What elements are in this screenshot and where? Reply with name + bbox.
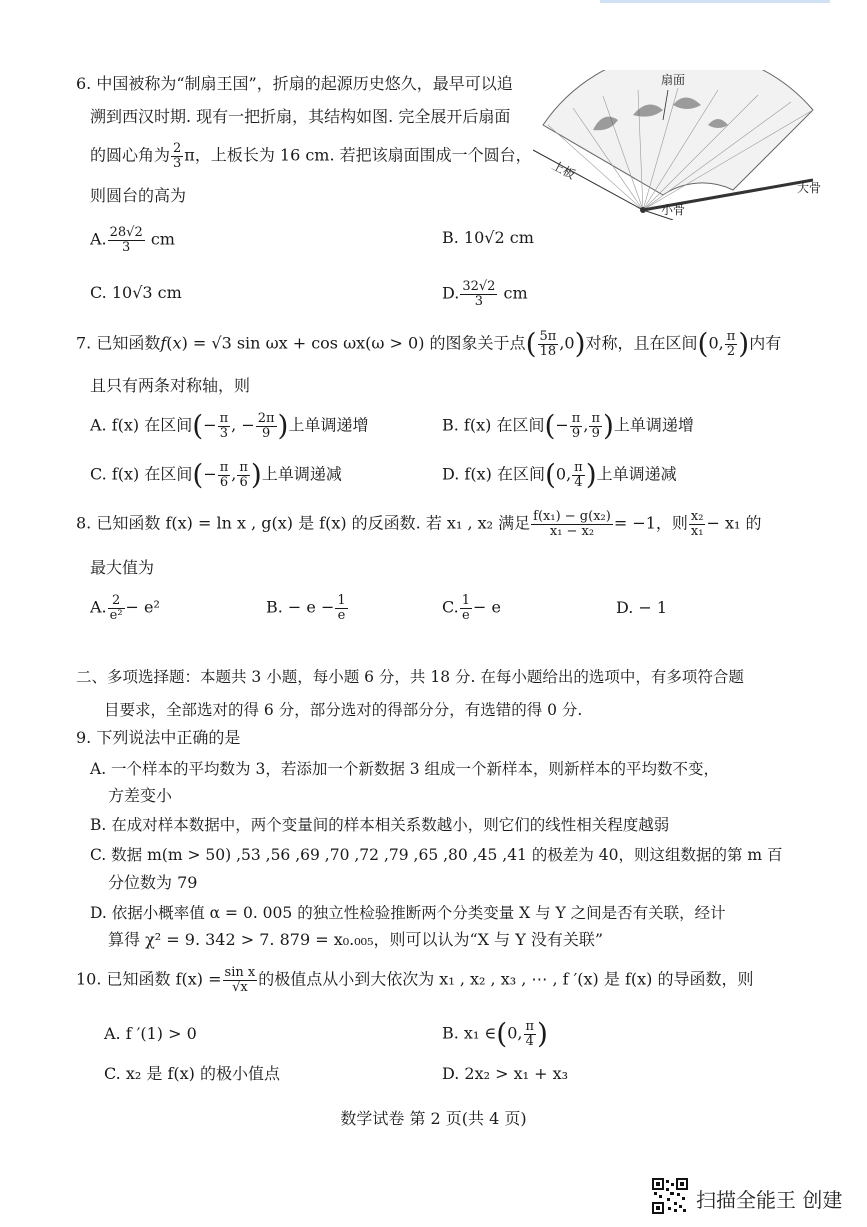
q6-line3-a: 的圆心角为 bbox=[90, 145, 171, 165]
q8-c-tail: − e bbox=[473, 597, 502, 617]
q8-r-den: x₁ bbox=[690, 523, 704, 539]
q6-line4: 则圆台的高为 bbox=[90, 186, 187, 205]
q7-iv-num: π bbox=[726, 329, 736, 344]
q7-p1: 7. 已知函数 bbox=[76, 333, 161, 353]
q7-d-b-num: π bbox=[574, 460, 583, 475]
fan-label-top: 扇面 bbox=[661, 73, 686, 87]
q8-frac-num: f(x₁) − g(x₂) bbox=[533, 509, 611, 524]
q10-p1: 10. 已知函数 f(x) = bbox=[76, 969, 222, 989]
q8-b-den: e bbox=[337, 607, 346, 623]
q7-b-post: 上单调递增 bbox=[613, 415, 694, 435]
q9-option-d-line2: 算得 χ² = 9. 342 > 7. 879 = x₀.₀₀₅，则可以认为“X 与 Y 没有关联” bbox=[108, 930, 604, 949]
q7-d-a: 0, bbox=[555, 464, 572, 484]
q10-fraction bbox=[223, 966, 258, 994]
q10-option-b: B. x₁ ∈(0, $\frac{\pi}{4}$ ) bbox=[442, 1017, 548, 1051]
q8-option-d: D. − 1 bbox=[616, 598, 668, 617]
q8-a-label: A. bbox=[90, 597, 107, 617]
q7-c-post: 上单调递减 bbox=[261, 464, 342, 484]
q10-b-num: π bbox=[525, 1019, 535, 1034]
q7-p4: ωx + cos ωx(ω > 0) 的图象关于点 bbox=[265, 333, 526, 353]
q6-a-label: A. bbox=[90, 229, 107, 249]
q6-line2: 溯到西汉时期. 现有一把折扇，其结构如图. 完全展开后扇面 bbox=[90, 107, 511, 126]
q7-p2: ( bbox=[166, 333, 173, 353]
q10-option-a: A. f ′(1) > 0 bbox=[104, 1024, 197, 1043]
q10-den: √x bbox=[232, 979, 248, 995]
q6-line3-b: π，上板长为 16 cm. 若把该扇面围成一个圆台， bbox=[184, 145, 532, 165]
section2-line2: 目要求，全部选对的得 6 分，部分选对的得部分分，有选错的得 0 分. bbox=[104, 701, 583, 719]
q6-a-unit: cm bbox=[150, 229, 175, 249]
q7-b-b-den: 9 bbox=[591, 425, 600, 441]
q7-b-a-num: π bbox=[571, 411, 581, 426]
q8-c-num: 1 bbox=[461, 593, 471, 608]
q8-b-label: B. − e − bbox=[266, 597, 335, 617]
fan-label-left: 上板 bbox=[549, 158, 578, 182]
q9-option-c-line2: 分位数为 79 bbox=[108, 873, 198, 892]
q9-option-d-line1: D. 依据小概率值 α = 0. 005 的独立性检验推断两个分类变量 X 与 Y 之间是否有关联，经计 bbox=[90, 904, 726, 922]
q8-b-num: 1 bbox=[337, 593, 346, 608]
q7-d-b-den: 4 bbox=[574, 474, 583, 490]
q8-line2: 最大值为 bbox=[90, 558, 155, 577]
q8-c-label: C. bbox=[442, 597, 459, 617]
q7-a-a-den: 3 bbox=[219, 425, 228, 441]
q7-a-pre: A. f(x) 在区间 bbox=[90, 415, 193, 435]
q7-pt-den: 18 bbox=[539, 343, 557, 359]
q6-option-c: C. 10√3 cm bbox=[90, 283, 182, 302]
q7-pt-num: 5π bbox=[539, 329, 557, 344]
q8-a-tail: − e² bbox=[125, 597, 160, 617]
q6-option-b: B. 10√2 cm bbox=[442, 228, 534, 247]
q7-b-pre: B. f(x) 在区间 bbox=[442, 415, 545, 435]
q6-d-fraction bbox=[460, 280, 497, 308]
q7-p6: 内有 bbox=[749, 333, 782, 353]
q7-f: f bbox=[160, 333, 167, 353]
q6-option-d bbox=[442, 280, 528, 308]
q9-option-a-line1: A. 一个样本的平均数为 3，若添加一个新数据 3 组成一个新样本，则新样本的平均数不变， bbox=[90, 760, 720, 778]
camscanner-watermark: 扫描全能王 创建 bbox=[696, 1188, 843, 1212]
q8-a-num: 2 bbox=[108, 594, 125, 609]
q10-num: sin x bbox=[224, 965, 256, 980]
q10-b-pre: B. x₁ ∈ bbox=[442, 1023, 497, 1043]
q6-line1: 6. 中国被称为“制扇王国”，折扇的起源历史悠久，最早可以追 bbox=[76, 74, 513, 93]
q7-c-b-num: π bbox=[239, 460, 248, 475]
q7-line1: 7. 已知函数f(x) = √3 sin ωx + cos ωx(ω > 0) 的图象关于点( $\frac{5\pi}{18}$ ,0)对称，且在区间(0, $\frac{\pi}{2}$ )内有 bbox=[76, 327, 782, 361]
q7-option-d: D. f(x) 在区间(0, $\frac{\pi}{4}$ )上单调递减 bbox=[442, 458, 677, 492]
q9-option-c-line1: C. 数据 m(m > 50) ,53 ,56 ,69 ,70 ,72 ,79 ,65 ,80 ,45 ,41 的极差为 40，则这组数据的第 m 百 bbox=[90, 846, 783, 864]
q6-a-den: 3 bbox=[122, 239, 131, 255]
q6-d-num: 32√2 bbox=[462, 279, 496, 294]
q8-line1 bbox=[76, 510, 762, 538]
q7-option-b: B. f(x) 在区间(− $\frac{\pi}{9}$ , $\frac{\pi}{9}$ )上单调递增 bbox=[442, 409, 694, 443]
page-footer: 数学试卷 第 2 页(共 4 页) bbox=[340, 1109, 527, 1128]
q7-a-b-den: 9 bbox=[261, 425, 271, 441]
q7-x: x bbox=[172, 333, 182, 353]
q6-d-label: D. bbox=[442, 283, 460, 303]
q8-frac-den: x₁ − x₂ bbox=[549, 523, 595, 539]
q6-angle-fraction bbox=[171, 142, 183, 170]
fan-label-right: 大骨 bbox=[797, 181, 822, 195]
q7-d-pre: D. f(x) 在区间 bbox=[442, 464, 545, 484]
q7-option-c: C. f(x) 在区间(− $\frac{\pi}{6}$ , $\frac{\pi}{6}$ )上单调递减 bbox=[90, 458, 342, 492]
q7-d-post: 上单调递减 bbox=[596, 464, 677, 484]
q7-p5: 对称，且在区间 bbox=[585, 333, 698, 353]
q7-iv-head: 0, bbox=[708, 333, 724, 353]
q8-r-num: x₂ bbox=[690, 509, 704, 524]
q7-c-pre: C. f(x) 在区间 bbox=[90, 464, 193, 484]
q6-option-a bbox=[90, 226, 175, 254]
q7-p3: ) = √3 sin bbox=[181, 333, 266, 353]
q8-option-b bbox=[266, 594, 349, 622]
q6-d-unit: cm bbox=[503, 283, 528, 303]
q7-iv-den: 2 bbox=[726, 343, 736, 359]
q8-option-a bbox=[90, 594, 160, 622]
q10-b-a: 0, bbox=[507, 1023, 523, 1043]
q9-option-b: B. 在成对样本数据中，两个变量间的样本相关系数越小，则它们的线性相关程度越弱 bbox=[90, 816, 670, 834]
fan-label-bottom: 小骨 bbox=[661, 203, 686, 217]
q8-ratio-fraction bbox=[689, 510, 706, 538]
q6-a-fraction bbox=[108, 226, 145, 254]
q7-a-a-num: π bbox=[219, 411, 229, 426]
q7-option-a: A. f(x) 在区间(− $\frac{\pi}{3}$ , − $\frac{2\pi}{9}$ )上单调递增 bbox=[90, 409, 369, 443]
q7-a-b-num: 2π bbox=[257, 411, 275, 426]
scan-edge-line bbox=[600, 0, 830, 3]
q6-d-den: 3 bbox=[474, 293, 484, 309]
q6-angle-den: 3 bbox=[173, 155, 182, 171]
q7-c-a-num: π bbox=[219, 460, 229, 475]
q7-c-a-den: 6 bbox=[219, 474, 229, 490]
folding-fan-figure bbox=[533, 70, 833, 220]
q7-a-post: 上单调递增 bbox=[288, 415, 369, 435]
q7-point-fraction bbox=[538, 330, 559, 358]
q6-line3 bbox=[90, 142, 532, 170]
q6-a-num: 28√2 bbox=[109, 225, 143, 240]
q10-stem bbox=[76, 966, 754, 994]
q8-p3: − x₁ 的 bbox=[706, 513, 762, 533]
q6-angle-num: 2 bbox=[173, 141, 182, 156]
q9-stem: 9. 下列说法中正确的是 bbox=[76, 728, 241, 747]
q8-option-c bbox=[442, 594, 501, 622]
q10-option-d: D. 2x₂ > x₁ + x₃ bbox=[442, 1064, 569, 1083]
qr-code-icon bbox=[652, 1178, 688, 1214]
q7-b-a-den: 9 bbox=[571, 425, 581, 441]
q8-c-den: e bbox=[462, 607, 470, 623]
q8-p2: = −1，则 bbox=[613, 513, 688, 533]
q9-option-a-line2: 方差变小 bbox=[108, 786, 173, 805]
q7-c-b-den: 6 bbox=[239, 474, 248, 490]
q10-b-den: 4 bbox=[525, 1033, 534, 1049]
q10-option-c: C. x₂ 是 f(x) 的极小值点 bbox=[104, 1064, 280, 1083]
q7-interval-fraction bbox=[725, 330, 738, 358]
section2-line1: 二、多项选择题：本题共 3 小题，每小题 6 分，共 18 分. 在每小题给出的选项中，有多项符合题 bbox=[76, 668, 744, 686]
q10-p2: 的极值点从小到大依次为 x₁ , x₂ , x₃ , ⋯ , f ′(x) 是 f(x) 的导函数，则 bbox=[258, 969, 754, 989]
q8-p1: 8. 已知函数 f(x) = ln x , g(x) 是 f(x) 的反函数. 若 x₁ , x₂ 满足 bbox=[76, 513, 531, 533]
q7-b-b-num: π bbox=[591, 411, 600, 426]
q8-main-fraction bbox=[531, 510, 613, 538]
q7-line2: 且只有两条对称轴，则 bbox=[90, 376, 251, 395]
q7-pt-tail: ,0 bbox=[559, 333, 575, 353]
q8-a-den: e² bbox=[109, 607, 123, 623]
